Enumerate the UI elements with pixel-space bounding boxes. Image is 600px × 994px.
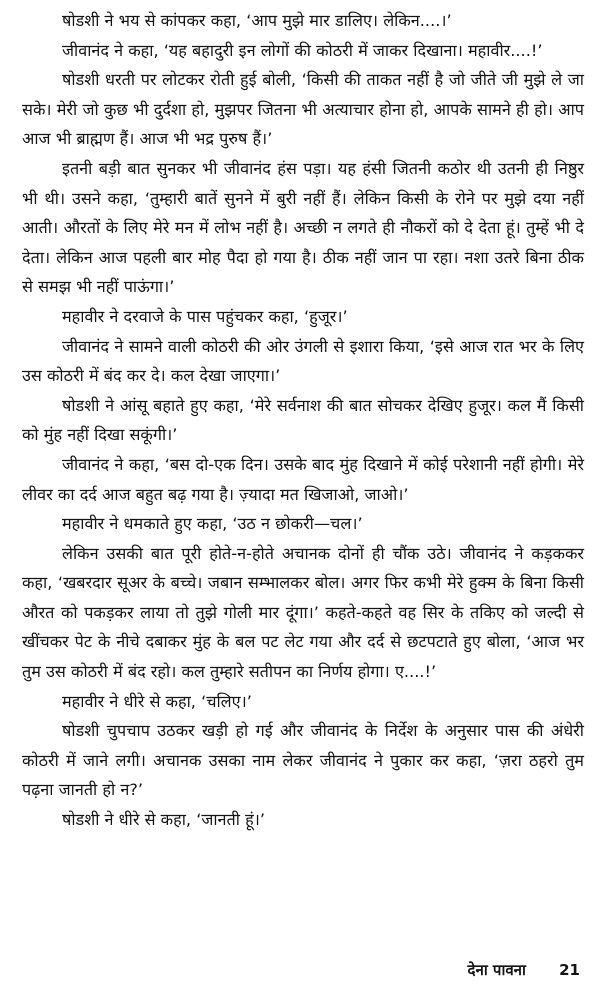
running-book-title: देना पावना	[467, 961, 526, 979]
page-footer	[468, 960, 580, 980]
paragraph-9: महावीर ने धमकाते हुए कहा, ‘उठ न छोकरी—चल।’	[62, 514, 363, 534]
paragraph-2: जीवानंद ने कहा, ‘यह बहादुरी इन लोगों की कोठरी में जाकर दिखाना। महावीर....!’	[62, 40, 543, 60]
paragraph-8: जीवानंद ने कहा, ‘बस दो-एक दिन। उसके बाद मुंह दिखाने में कोई परेशानी नहीं होगी। मेरे लीवर का दर्द आज बहुत बढ़ गया है। ज़्यादा मत खिजाओ, जाओ।’	[22, 454, 584, 504]
paragraph-6: जीवानंद ने सामने वाली कोठरी की ओर उंगली से इशारा किया, ‘इसे आज रात भर के लिए उस कोठरी में बंद कर दे। कल देखा जाएगा।’	[22, 336, 584, 386]
paragraph-13: षोडशी ने धीरे से कहा, ‘जानती हूं।’	[62, 810, 265, 830]
paragraph-11: महावीर ने धीरे से कहा, ‘चलिए।’	[62, 691, 252, 711]
paragraph-10: लेकिन उसकी बात पूरी होते-न-होते अचानक दोनों ही चौंक उठे। जीवानंद ने कड़ककर कहा, ‘खबरदार सूअर के बच्चे। जबान सम्भालकर बोल। अगर फिर कभी मेरे हुक्म के बिना किसी औरत को पकड़कर लाया तो तुझे गोली मार दूंगा।’ कहते-कहते वह सिर के तकिए को जल्दी से खींचकर पेट के नीचे दबाकर मुंह के बल पट लेट गया और दर्द से छटपटाते हुए बोला, ‘आज भर तुम उस कोठरी में बंद रहो। कल तुम्हारे सतीपन का निर्णय होगा। ए....!’	[22, 543, 584, 682]
paragraph-5: महावीर ने दरवाजे के पास पहुंचकर कहा, ‘हुजूर।’	[62, 306, 348, 326]
paragraph-1: षोडशी ने भय से कांपकर कहा, ‘आप मुझे मार डालिए। लेकिन....।’	[62, 11, 452, 30]
page-body	[22, 6, 584, 835]
paragraph-7: षोडशी ने आंसू बहाते हुए कहा, ‘मेरे सर्वनाश की बात सोचकर देखिए हुजूर। कल मैं किसी को मुंह नहीं दिखा सकूंगी।’	[22, 395, 584, 445]
page-number: 21	[559, 961, 580, 979]
paragraph-4: इतनी बड़ी बात सुनकर भी जीवानंद हंस पड़ा। यह हंसी जितनी कठोर थी उतनी ही निष्ठुर भी थी। उसने कहा, ‘तुम्हारी बातें सुनने में बुरी नहीं हैं। लेकिन किसी के रोने पर मुझे दया नहीं आती। औरतों के लिए मेरे मन में लोभ नहीं है। अच्छी न लगते ही नौकरों को दे देता हूं। तुम्हें भी दे देता। लेकिन आज पहली बार मोह पैदा हो गया है। ठीक नहीं जान पा रहा। नशा उतरे बिना ठीक से समझ भी नहीं पाऊंगा।’	[22, 158, 584, 297]
paragraph-3: षोडशी धरती पर लोटकर रोती हुई बोली, ‘किसी की ताकत नहीं है जो जीते जी मुझे ले जा सके। मेरी जो कुछ भी दुर्दशा हो, मुझपर जितना भी अत्याचार होना हो, आपके सामने ही हो। आप आज भी ब्राह्मण हैं। आज भी भद्र पुरुष हैं।’	[22, 70, 584, 149]
paragraph-12: षोडशी चुपचाप उठकर खड़ी हो गई और जीवानंद के निर्देश के अनुसार पास की अंधेरी कोठरी में जाने लगी। अचानक उसका नाम लेकर जीवानंद ने पुकार कर कहा, ‘ज़रा ठहरो तुम पढ़ना जानती हो न?’	[22, 721, 584, 800]
